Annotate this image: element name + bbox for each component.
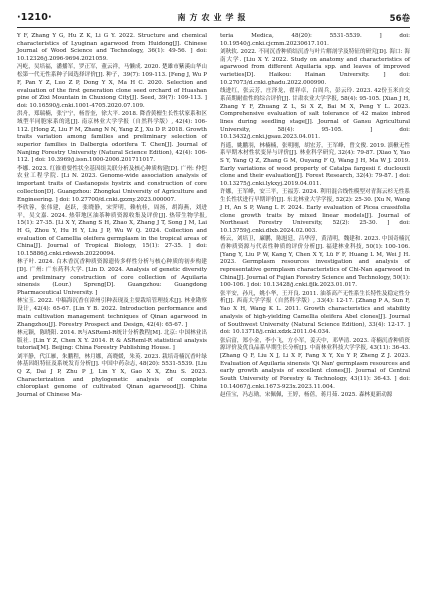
reference-item: 洪舟，郑瑞楠，张宁宁，杨晋奎，徐大平. 2018. 降香黄檀生长性状家系和区域型半同胞家系的选[J]. 南京林业大学学报（自然科学版）, 42(4): 106-112. [Hong Z, Liu F M, Zhang N N, Yang Z J, Xu D P. 2018. Growth traits variation among families and preliminary selection of superior families in Dalbergia odorifera T. Chen[J]. Journal of Nanjing Forestry University (Natural Science Edition), 42(4): 106-112. ] doi: 10.3969/j.issn.1000-2006.201711017.	[17, 111, 207, 164]
reference-item: 许娜，王军峰，安三平，王福芳. 2024. 利用混合线性模型对青海云杉无性系生长性状进行早期评价[J]. 东北林业大学学报, 52(2): 25-30. [Xu N, Wang J H, An S P, Wang L F. 2024. Early evaluation of Picea crassifolia clone growth traits by mixed linear models[J]. Journal of Northeast Forestry University, 52(2): 25-30. ] doi: 10.13759/j.cnki.dlxb.2024.02.003.	[220, 189, 410, 234]
reference-item: 线进红，张云芳，庄泽龙，翟祥卓，白周兵，彭云玲. 2023. 42份玉米自交系苗期耐盐性的综合评价[J]. 甘肃农业大学学报, 58(4): 95-105. [Xian J H, Zhang Y F, Zhuang Z L, Si X Z, Bai M X, Peng Y L. 2023. Comprehensive evaluation of salt tolerance of 42 maize inbred lines during seedling stage[J]. Journal of Gansu Agricultural University, 58(4): 95-105. ] doi: 10.13432/j.cnki.jgsau.2023.04.011.	[220, 88, 410, 141]
reference-item: 林宝玉. 2022. 中稿海沉香在漳州引种表现及主要栽培管理技术[J]. 林业勘察设计, 42(4): 65-67. [Lin Y B. 2022. Introduction performance and main cultivation management techniques of Qinan agarwood in Zhangzhou[J]. Forestry Prospect and Design, 42(4): 65-67. ]	[17, 298, 207, 328]
reference-item: teria Medica, 48(20): 5531-5539. ] doi: 10.19540/j.cnki.cjcmm.20230617.101.	[220, 33, 410, 47]
reference-item: 刘秋软. 2022. 不同沉香种质结沉香与叶片解剖学及特征的研究[D]. 海口: 海南大学. [Liu X Y. 2022. Study on anatomy and characteristics of agarwood from different Aquilaria spp. and leaves of improved varieties[D]. Haikou: Hainan University. ] doi: 10.27073/d.cnki.ghadu.2022.000990.	[220, 49, 410, 86]
reference-item: 冯屹，吴培福，潘播军，罗正军，董云祥，马懒成. 2020. 楚雄市紫溪山华山松第一代无性系种子园选择评价[J]. 种子，39(7): 109-113. [Feng J, Wu P F, Pan Y Z, Luo Z P, Dong Y X, Ma H C. 2020. Selection and evaluation of the first generation clone seed orchard of Huashan pine of Zixi Mountain in Chuxiong City[J]. Seed, 39(7): 109-113. ] doi: 10.16590/j.cnki.1001-4705.2020.07.109.	[17, 64, 207, 109]
reference-item: 刘平静，代江雁，朱鹏程，林月娜，高晓媛，朱英. 2023. 栽培奇楠沉香叶绿体基因组特征及系统发育分析[J]. 中国中药杂志, 48(20): 5531-5539. [Liu Q Z, Dai J P, Zhu P J, Lin Y X, Gao X X, Zhu S. 2023. Characterization and phylogenetic analysis of complete chloroplast genome of cultivated Qinan agarwood[J]. China Journal of Chinese Ma-	[17, 353, 207, 399]
reference-item: 林子叶. 2024. 白木香沉香种质资源遗传多样性分析与核心种质的初步构建[D]. 广州: 广东药科大学. [Lin D. 2024. Analysis of genetic diversity and preliminary construction of core collection of Aquilaria sinensis (Lour.) Spreng[D]. Guangzhou: Guangdong Pharmaceutical University. ]	[17, 259, 207, 297]
volume-label: 56卷	[389, 14, 410, 24]
reference-item: 杨云，刘培卫，廉鹏，陈旭廷，吕华淳，黄清明，魏建和. 2023. 中国奇楠沉香种质资源与代表性种质的评价分析[J]. 福建林业科技, 50(1): 100-106. [Yang Y, Liu P W, Kang Y, Chen X Y, Lü F F, Huang L M, Wei J H. 2023. Germplasm resources investigation and analysis of representative germplasm characteristics of Chi-Nan agarwood in China[J]. Journal of Fujian Forestry Science and Technology, 50(1): 100-106. ] doi: 10.13428/j.cnki.fjlk.2023.01.017.	[220, 236, 410, 289]
journal-title: 南方农业学报	[177, 12, 250, 22]
reference-column-left	[17, 33, 207, 400]
page-header	[17, 9, 410, 28]
reference-item: 李娜. 2023. 红锥重要性状全基因组关联分析及核心种质构建[D]. 广州: 仲恺农业工程学院. [Li N. 2023. Genome-wide association analysis of important traits of Castanopsis hystrix and construction of core collection[D]. Guangzhou: Zhongkai University of Agriculture and Engineering. ] doi: 10.27700/d.cnki.gzzny.2023.000007.	[17, 165, 207, 203]
reference-item: 林元颖，陈晓阳. 2014. R与ASReml-R统计分析教程[M]. 北京: 中国林业出版社. [Lin Y Z, Chen X Y. 2014. R & ASReml-R statistical analysis tutorial[M]. Beijing: China Forestry Publishing House. ]	[17, 329, 207, 352]
page-number: ·1210·	[17, 12, 52, 23]
reference-item: 赵佳宝，冯志勋，宋佩佩，王婷，杨蓓，蒋月茹. 2025. 森林更新动源	[220, 392, 393, 399]
reference-item: 李欣蓉，张伟建，赵跃，张晓静，宋霁明，赖杭桂，周扬，胡海燕，刘进平，吴文嘉. 2024. 热带地区油茶种质资源收集及评价[J]. 热带生物学报, 15(1): 27-35. [Li X Y, Zhang S H, Zhao X, Zhang J T, Song J M, Lai H G, Zhou Y, Hu H Y, Liu J P, Wu W Q. 2024. Collection and evaluation of Camellia oleifera germplasm in the tropical areas of China[J]. Journal of Tropical Biology, 15(1): 27-35. ] doi: 10.15886/j.cnki.rdswxb.20220094.	[17, 204, 207, 258]
reference-item: 张启富，郑小金，李小飞，方小军，姜天中，邓华清. 2023. 奇楠沉香种质资源评价及优良品系早期生长分析[J]. 中南林业科技大学学报, 43(11): 36-43. [Zhang Q F, Liu X J, Li X F, Fang X Y, Xu Y P, Zheng Z J. 2023. Evaluation of Aquilaria sinensis 'Qi Nan' germplasm resources and early growth analysis of excellent clones[J]. Journal of Central South University of Forestry & Technology, 43(11): 36-43. ] doi: 10.14067/j.cnki.1673-923x.2023.11.004.	[220, 337, 410, 390]
reference-item: 张平安，孙凡，姚小华，王开良. 2011. 油茶高产无性系生长特性及稳定性分析[J]. 西南大学学报（自然科学版）, 33(4): 12-17. [Zhang P A, Sun F, Yao X H, Wang K L. 2011. Growth characteristics and stability analysis of high-yielding Camellia oleifera Abel clones[J]. Journal of Southwest University (Natural Science Edition), 33(4): 12-17. ] doi: 10.13718/j.cnki.xdzk.2011.04.034.	[220, 290, 410, 336]
reference-column-right	[220, 33, 410, 400]
reference-item: 肖遥，姚鹏羽，林楠楠，张明刚，胡宏芳，王军峰，曾文俊. 2019. 滇楸无性系早期木材性状变异与评价[J]. 林业科学研究, 32(4): 79-87. [Xiao Y, Yao S Y, Yang Q Z, Zhang G M, Ouyang F Q, Wang J H, Ma W J. 2019. Early variations of wood property of Catalpa fargesii f. duclouxii clone and their evaluation[J]. Forest Research, 32(4): 79-87. ] doi: 10.13275/j.cnki.lykxyj.2019.04.011.	[220, 142, 410, 188]
reference-item: Y F, Zhang Y G, Hu Z K, Li G Y. 2022. Structure and chemical characteristics of Lyuginan agarwood from Huidong[J]. Chinese Journal of Wood Science and Technology, 36(1): 49-56. ] doi: 10.12326/j.2096-9694.2021059.	[17, 33, 207, 63]
